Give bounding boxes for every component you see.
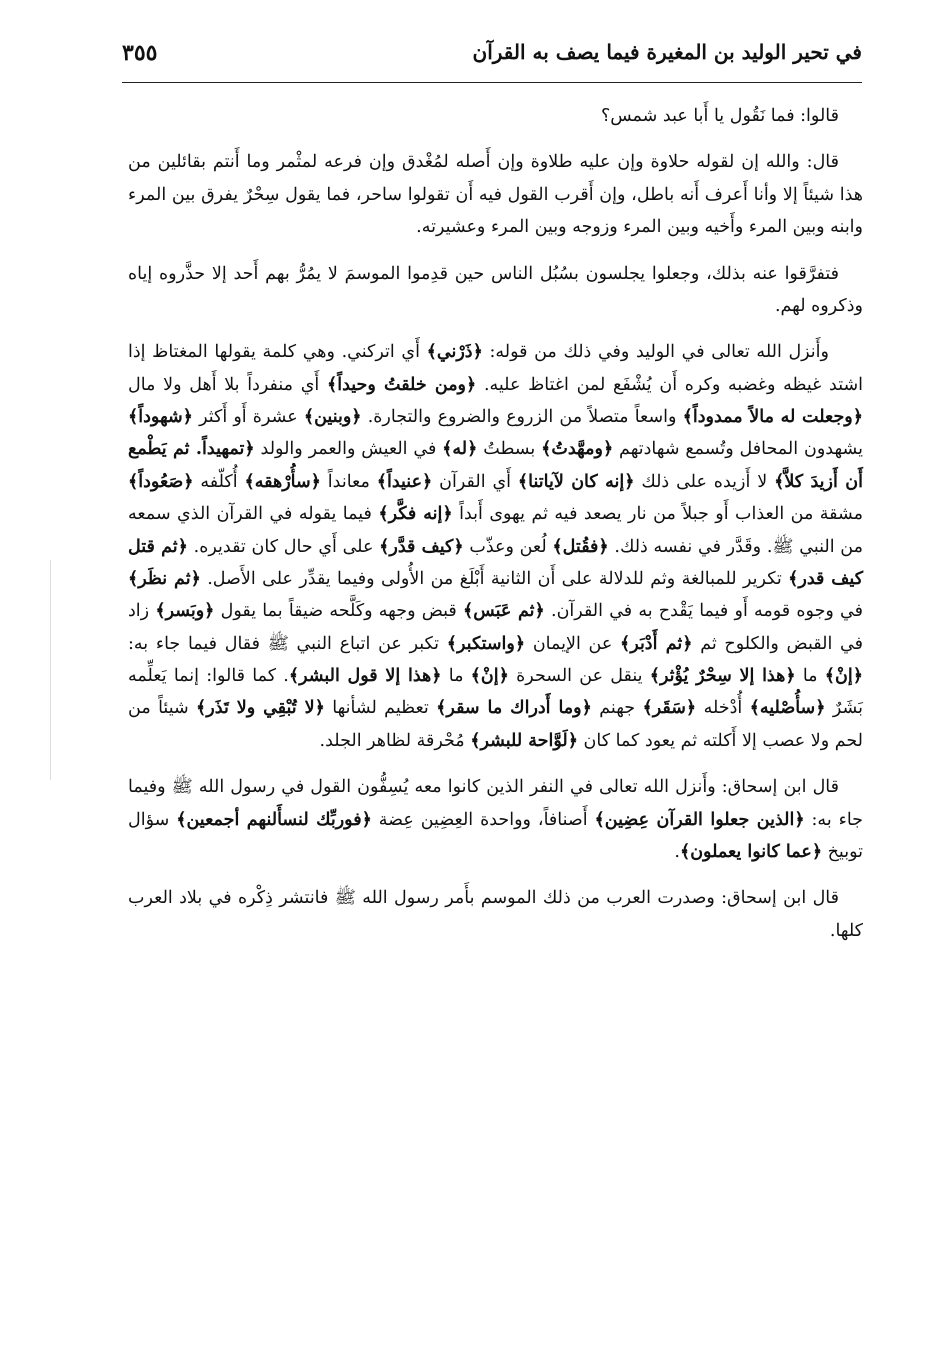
text-span: . [674,841,680,862]
text-span: مشقة من العذاب أَو جبلاً من نار يصعد فيه ثم يهوى أَبداً [452,504,864,525]
text-span: تكبر عن اتباع النبي ﷺ فقال فيما جاء به: [128,633,447,654]
text-span: ينقل عن السحرة [508,666,650,686]
page-body [128,100,863,961]
running-header [122,34,862,83]
quran-quote: ﴿فقُتل﴾ [552,536,609,557]
quran-quote: ﴿له﴾ [442,439,478,460]
text-span: شيئاً من لحم ولا عصب إلا أَكلته ثم يعود كما كان [128,698,863,751]
quran-quote: ﴿وبنين﴾ [303,407,362,427]
text-span: وأَنزل الله تعالى في الوليد وفي ذلك من قوله: [482,342,829,363]
text-span: قال ابن إسحاق: وأَنزل الله تعالى في النفر الذين كانوا معه يُسِفُّون القول في رسول الله ﷺ وفيما جاء به: [128,777,863,830]
quran-quote: ﴿صَعُوداً﴾ [128,471,194,492]
text-span: يشهدون المحافل وتُسمع شهادتهم [613,439,864,460]
text-span: مُحْرقة لظاهر الجلد. [319,730,471,751]
text-span: فيما يقوله في القرآن الذي سمعه من النبي ﷺ. وقَدَّر في نفسه ذلك. [128,504,863,557]
header-title: في تحير الوليد بن المغيرة فيما يصف به القرآن [472,40,862,64]
quran-quote: ﴿شهوداً﴾ [128,407,193,427]
quran-quote: ﴿إنه كان لآياتنا﴾ [517,471,635,492]
quran-quote: ﴿سأُرْهقه﴾ [244,471,321,492]
text-span: واسعاً متصلاً من الزروع والضروع والتجارة. [361,407,683,427]
text-span: أُكلّفه [193,471,245,492]
text-span: أَي القرآن [432,471,518,492]
quran-quote: ﴿لا تُبْقِي ولا تَذَر﴾ [196,698,325,719]
quran-quote: ﴿وجعلت له مالاً ممدوداً﴾ [682,407,863,427]
quran-quote: ﴿عنيداً﴾ [376,471,433,492]
text-span: أُدْخله [696,698,750,719]
quran-quote: ﴿فوربِّك لنسأَلنهم أجمعين﴾ [176,809,372,830]
text-span: أَي اتركني. وهي كلمة يقولها المغتاظ إذا اشتد غيظه وغضبه وكره أَن يُشْفَع لمن اغتاظ عليه. [128,342,863,395]
quran-quote: ﴿إنه فكَّر﴾ [378,504,453,525]
text-span: لُعن وعذّب [463,536,553,557]
quran-quote: ﴿ومهَّدتُ﴾ [541,439,614,460]
gutter-mark [50,560,51,780]
paragraph-2: قال: والله إن لقوله حلاوة وإن عليه طلاوة وإن أَصله لمُغْدق وإن فرعه لمثْمر وما أَنتم بقائلين من هذا شيئاً إلا وأنا أَعرف أَنه باطل، وإن أَقرب القول فيه أَن تقولوا ساحر، فما يقول سِحْرٌ يفرق بين المرء وابنه وبين المرء وأَخيه وبين المرء وزوجه وبين المرء وعشيرته. [128,152,863,238]
quran-quote: ﴿لَوَّاحة للبشر﴾ [470,730,578,751]
quran-quote: ﴿تمهيداً. ثم يَطْمع أَن أَزيدَ كلاَّ﴾ [128,439,863,492]
text-span: معانداً [320,471,377,492]
text-span: ما [795,666,825,686]
text-span: في وجوه قومه أَو فيما يَقْدح به في القرآن. [544,601,864,622]
quran-quote: ﴿إنْ﴾ [824,666,863,686]
text-span: قبض وجهه وكَلَّحه ضيقاً بما يقول [214,601,464,622]
quran-quote: ﴿سأُصْليه﴾ [749,698,826,719]
quran-quote: ﴿وما أَدراك ما سقر﴾ [436,698,592,719]
text-span: عن الإيمان [525,633,621,654]
quran-quote: ﴿ثم أَدْبَر﴾ [620,633,693,654]
text-span: عشرة أَو أَكثر [192,407,304,427]
text-span: سؤال توبيخ [128,809,863,862]
quran-quote: ﴿ثم عَبَس﴾ [463,601,545,622]
text-span: ما [441,666,471,686]
quran-quote: ﴿واستكبر﴾ [446,633,526,654]
quran-quote: ﴿كيف قدَّر﴾ [379,536,464,557]
quran-quote: ﴿ثم نظَر﴾ [128,568,201,589]
text-span: في العيش والعمر والولد [254,439,443,460]
paragraph-5 [128,771,863,868]
quran-quote: ﴿ثم قتل كيف قدر﴾ [128,536,864,589]
text-span: لا أَزيده على ذلك [634,471,775,492]
text-span: على أَي حال كان تقديره. [187,536,380,557]
quran-quote: ﴿هذا إلا قول البشر﴾ [288,666,442,686]
paragraph-1: قالوا: فما نَقُول يا أَبا عبد شمس؟ [600,106,839,126]
paragraph-4 [128,336,863,757]
quran-quote: ﴿ذَرْني﴾ [426,342,483,363]
quran-quote: ﴿وبَسر﴾ [155,601,215,622]
text-span: أَي منفرداً بلا أَهل ولا مال [128,374,327,395]
quran-quote: ﴿إنْ﴾ [470,666,509,686]
text-span: تكرير للمبالغة وثم للدلالة على أَن الثانية أَبْلَغ من الأُولى وفيما يقدِّر على الأَصل. [200,568,789,589]
paragraph-6: قال ابن إسحاق: وصدرت العرب من ذلك الموسم بأَمر رسول الله ﷺ فانتشر ذِكْره في بلاد العرب كلها. [128,888,863,941]
paragraph-3: فتفرَّقوا عنه بذلك، وجعلوا يجلسون بسُبُل الناس حين قدِموا الموسمَ لا يمُرُّ بهم أَحد إلا حذَّروه إياه وذكروه لهم. [128,263,863,316]
text-span: زاد في القبض والكلوح ثم [128,601,863,654]
quran-quote: ﴿هذا إلا سِحْرٌ يُؤْثر﴾ [649,666,796,686]
quran-quote: ﴿عما كانوا يعملون﴾ [679,841,823,862]
text-span: أَصنافاً، وواحدة العِضِين عِضة [371,809,595,830]
page-number: ٣٥٥ [122,40,158,66]
text-span: . كما قالوا: إنما يَعلِّمه بَشَرٌ [128,666,864,719]
text-span: جهنم [591,698,643,719]
text-span: تعظيم لشأنها [324,698,437,719]
quran-quote: ﴿سَقَر﴾ [642,698,697,719]
quran-quote: ﴿الذين جعلوا القرآن عِضِين﴾ [594,809,805,830]
quran-quote: ﴿ومن خلقتُ وحيداً﴾ [326,374,477,395]
text-span: بسطتُ [477,439,542,460]
